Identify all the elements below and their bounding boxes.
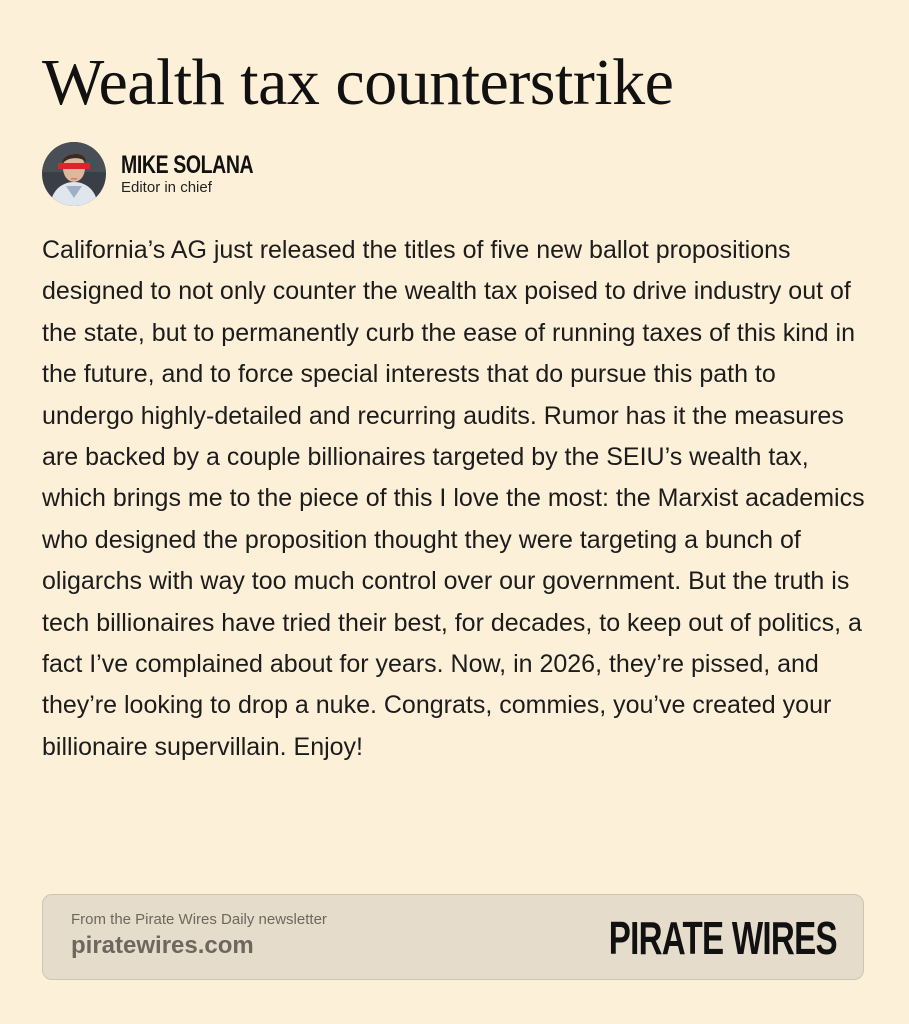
source-url[interactable]: piratewires.com	[71, 932, 254, 959]
author-name: MIKE SOLANA	[121, 150, 254, 179]
source-label: From the Pirate Wires Daily newsletter	[71, 911, 327, 928]
article-body: California’s AG just released the titles of five new ballot propositions designed to not only counter the wealth tax poised to drive industry out of the state, but to permanently curb the ease of running taxes of this kind in the future, and to force special interests that do pursue this path to undergo highly-detailed and recurring audits. Rumor has it the measures are backed by a couple billionaires targeted by the SEIU’s wealth tax, which brings me to the piece of this I love the most: the Marxist academics who designed the proposition thought they were targeting a bunch of oligarchs with way too much control over our government. But the truth is tech billionaires have tried their best, for decades, to keep out of politics, a fact I’ve complained about for years. Now, in 2026, they’re pissed, and they’re looking to drop a nuke. Congrats, commies, you’ve created your billionaire supervillain. Enjoy!	[42, 236, 865, 761]
author-role: Editor in chief	[121, 178, 212, 196]
article-title: Wealth tax counterstrike	[42, 46, 674, 119]
byline	[42, 142, 291, 206]
source-footer	[42, 894, 864, 980]
author-info	[121, 152, 291, 197]
author-avatar	[42, 142, 106, 206]
pirate-wires-logo: PIRATE WIRES	[608, 912, 837, 964]
